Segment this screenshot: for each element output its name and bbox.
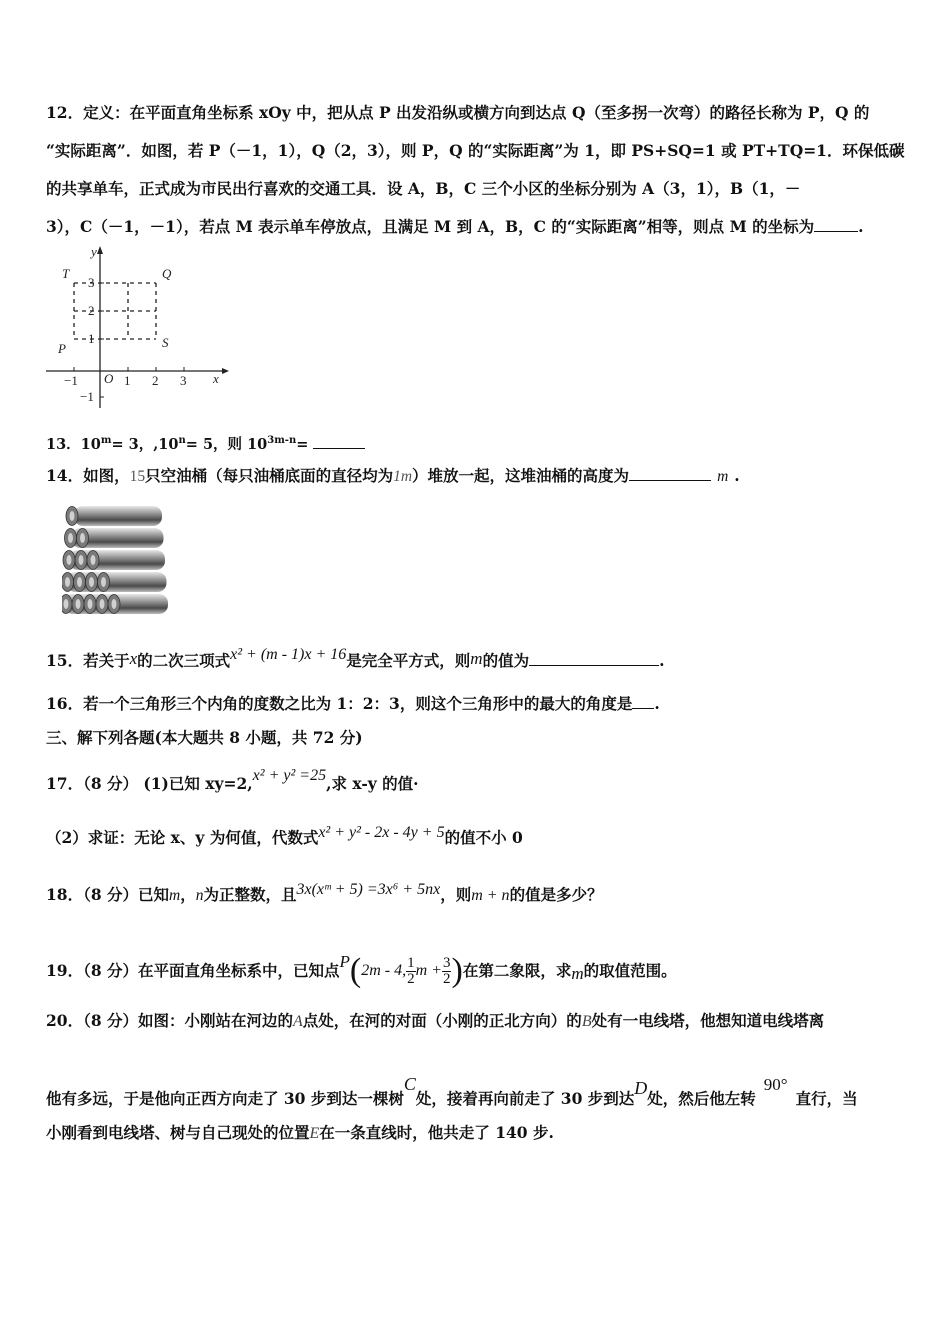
q12-dashed-grid: [74, 283, 156, 339]
drum-end-highlight: [100, 599, 105, 609]
q17-expr1: x² + y² =25: [252, 767, 327, 784]
q12-line4: 3），C（－1，－1），若点 M 表示单车停放点，且满足 M 到 A，B，C 的“实际距离”相等，则点 M 的坐标为 .: [46, 217, 864, 236]
drum-end-highlight: [65, 577, 70, 587]
q15-answer-blank: [529, 651, 659, 666]
drum-row: [74, 506, 162, 526]
drum-end-highlight: [70, 511, 75, 521]
q17-part1: 17．（8 分） (1)已知 xy=2,x² + y² =25,求 x-y 的值·: [46, 767, 419, 793]
point-T-label: T: [62, 266, 70, 281]
q17-part2: （2）求证：无论 x、y 为何值，代数式x² + y² - 2x - 4y + 5的值不小 0: [46, 824, 523, 847]
x-tick-2: 2: [152, 373, 159, 388]
section3-title: 三、解下列各题(本大题共 8 小题，共 72 分): [46, 728, 363, 747]
drum-end-highlight: [79, 555, 84, 565]
q18-line: 18．（8 分）已知m，n为正整数，且3x(xᵐ + 5) =3x⁶ + 5nx，则m + n的值是多少？: [46, 881, 603, 904]
q14-oil-drums-figure: [62, 500, 190, 618]
q13-line: 13．$10^m= 3$，$,10^n= 5$，则 $10^{3m-n}=$: [46, 431, 365, 455]
q12-line1: 12．定义：在平面直角坐标系 xOy 中，把从点 P 出发沿纵或横方向到达点 Q（至多拐一次弯）的路径长称为 P，Q 的: [46, 103, 870, 122]
q16-answer-blank: [632, 694, 654, 709]
q14-answer-blank: [629, 466, 711, 481]
origin-label: O: [104, 371, 114, 386]
q19-line: 19．（8 分）在平面直角坐标系中，已知点P(2m - 4, $\frac{1}{2}$ m + $\frac{3}{2}$ )在第二象限，求m的取值范围。: [46, 952, 677, 989]
y-tick-1: 1: [88, 331, 95, 346]
y-tick-2: 2: [88, 303, 95, 318]
point-S-label: S: [162, 335, 169, 350]
y-axis-label: y: [91, 244, 97, 259]
q17-expr2: x² + y² - 2x - 4y + 5: [318, 824, 445, 841]
drum-end-highlight: [112, 599, 117, 609]
x-axis-arrow: [222, 368, 229, 374]
y-tick-neg1: −1: [80, 389, 94, 404]
point-P-label: P: [58, 341, 66, 356]
q12-line3: 的共享单车，正式成为市民出行喜欢的交通工具．设 A，B，C 三个小区的坐标分别为 A（3，1），B（1，－: [46, 179, 801, 198]
x-tick-neg1: −1: [64, 373, 78, 388]
q12-answer-blank: [814, 217, 858, 232]
q14-line: 14．如图，15只空油桶（每只油桶底面的直径均为1m）堆放一起，这堆油桶的高度为 m .: [46, 466, 740, 485]
q15-expression: x² + (m - 1)x + 16: [230, 646, 347, 663]
q20-line1: 20．（8 分）如图：小刚站在河边的A点处，在河的对面（小刚的正北方向）的B处有一电线塔，他想知道电线塔离: [46, 1011, 825, 1030]
x-axis-label: x: [213, 371, 219, 386]
drum-end-highlight: [76, 599, 81, 609]
drum-end-highlight: [67, 555, 72, 565]
q18-equation: 3x(xᵐ + 5) =3x⁶ + 5nx: [296, 881, 441, 898]
x-tick-1: 1: [124, 373, 131, 388]
q20-line3: 小刚看到电线塔、树与自己现处的位置E在一条直线时，他共走了 140 步.: [46, 1123, 554, 1142]
q13-answer-blank: [313, 434, 365, 449]
q19-fraction-three-halves: $\frac{3}{2}$: [442, 954, 451, 987]
drum-end-highlight: [80, 533, 85, 543]
y-axis-arrow: [97, 246, 103, 254]
drum-end-highlight: [88, 599, 93, 609]
drum-end-highlight: [91, 555, 96, 565]
q19-fraction-half: $\frac{1}{2}$: [407, 954, 415, 987]
drum-end-highlight: [89, 577, 94, 587]
q12-line2: “实际距离”．如图，若 P（－1，1），Q（2，3），则 P，Q 的“实际距离”为 1，即 PS+SQ=1 或 PT+TQ=1．环保低碳: [46, 141, 905, 160]
point-Q-label: Q: [162, 266, 172, 281]
drum-end-highlight: [77, 577, 82, 587]
drum-end-highlight: [101, 577, 106, 587]
drum-end-highlight: [68, 533, 73, 543]
y-tick-3: 3: [88, 275, 95, 290]
q12-coordinate-figure: [40, 240, 230, 412]
q16-line: 16．若一个三角形三个内角的度数之比为 1：2：3，则这个三角形中的最大的角度是 .: [46, 694, 660, 713]
drum-end-highlight: [64, 599, 69, 609]
q20-line2: 他有多远，于是他向正西方向走了 30 步到达一棵树C处，接着再向前走了 30 步到达D处，然后他左转90°直行，当: [46, 1074, 858, 1108]
q15-line: 15．若关于x的二次三项式x² + (m - 1)x + 16是完全平方式，则m的值为 .: [46, 646, 665, 670]
x-tick-3: 3: [180, 373, 187, 388]
